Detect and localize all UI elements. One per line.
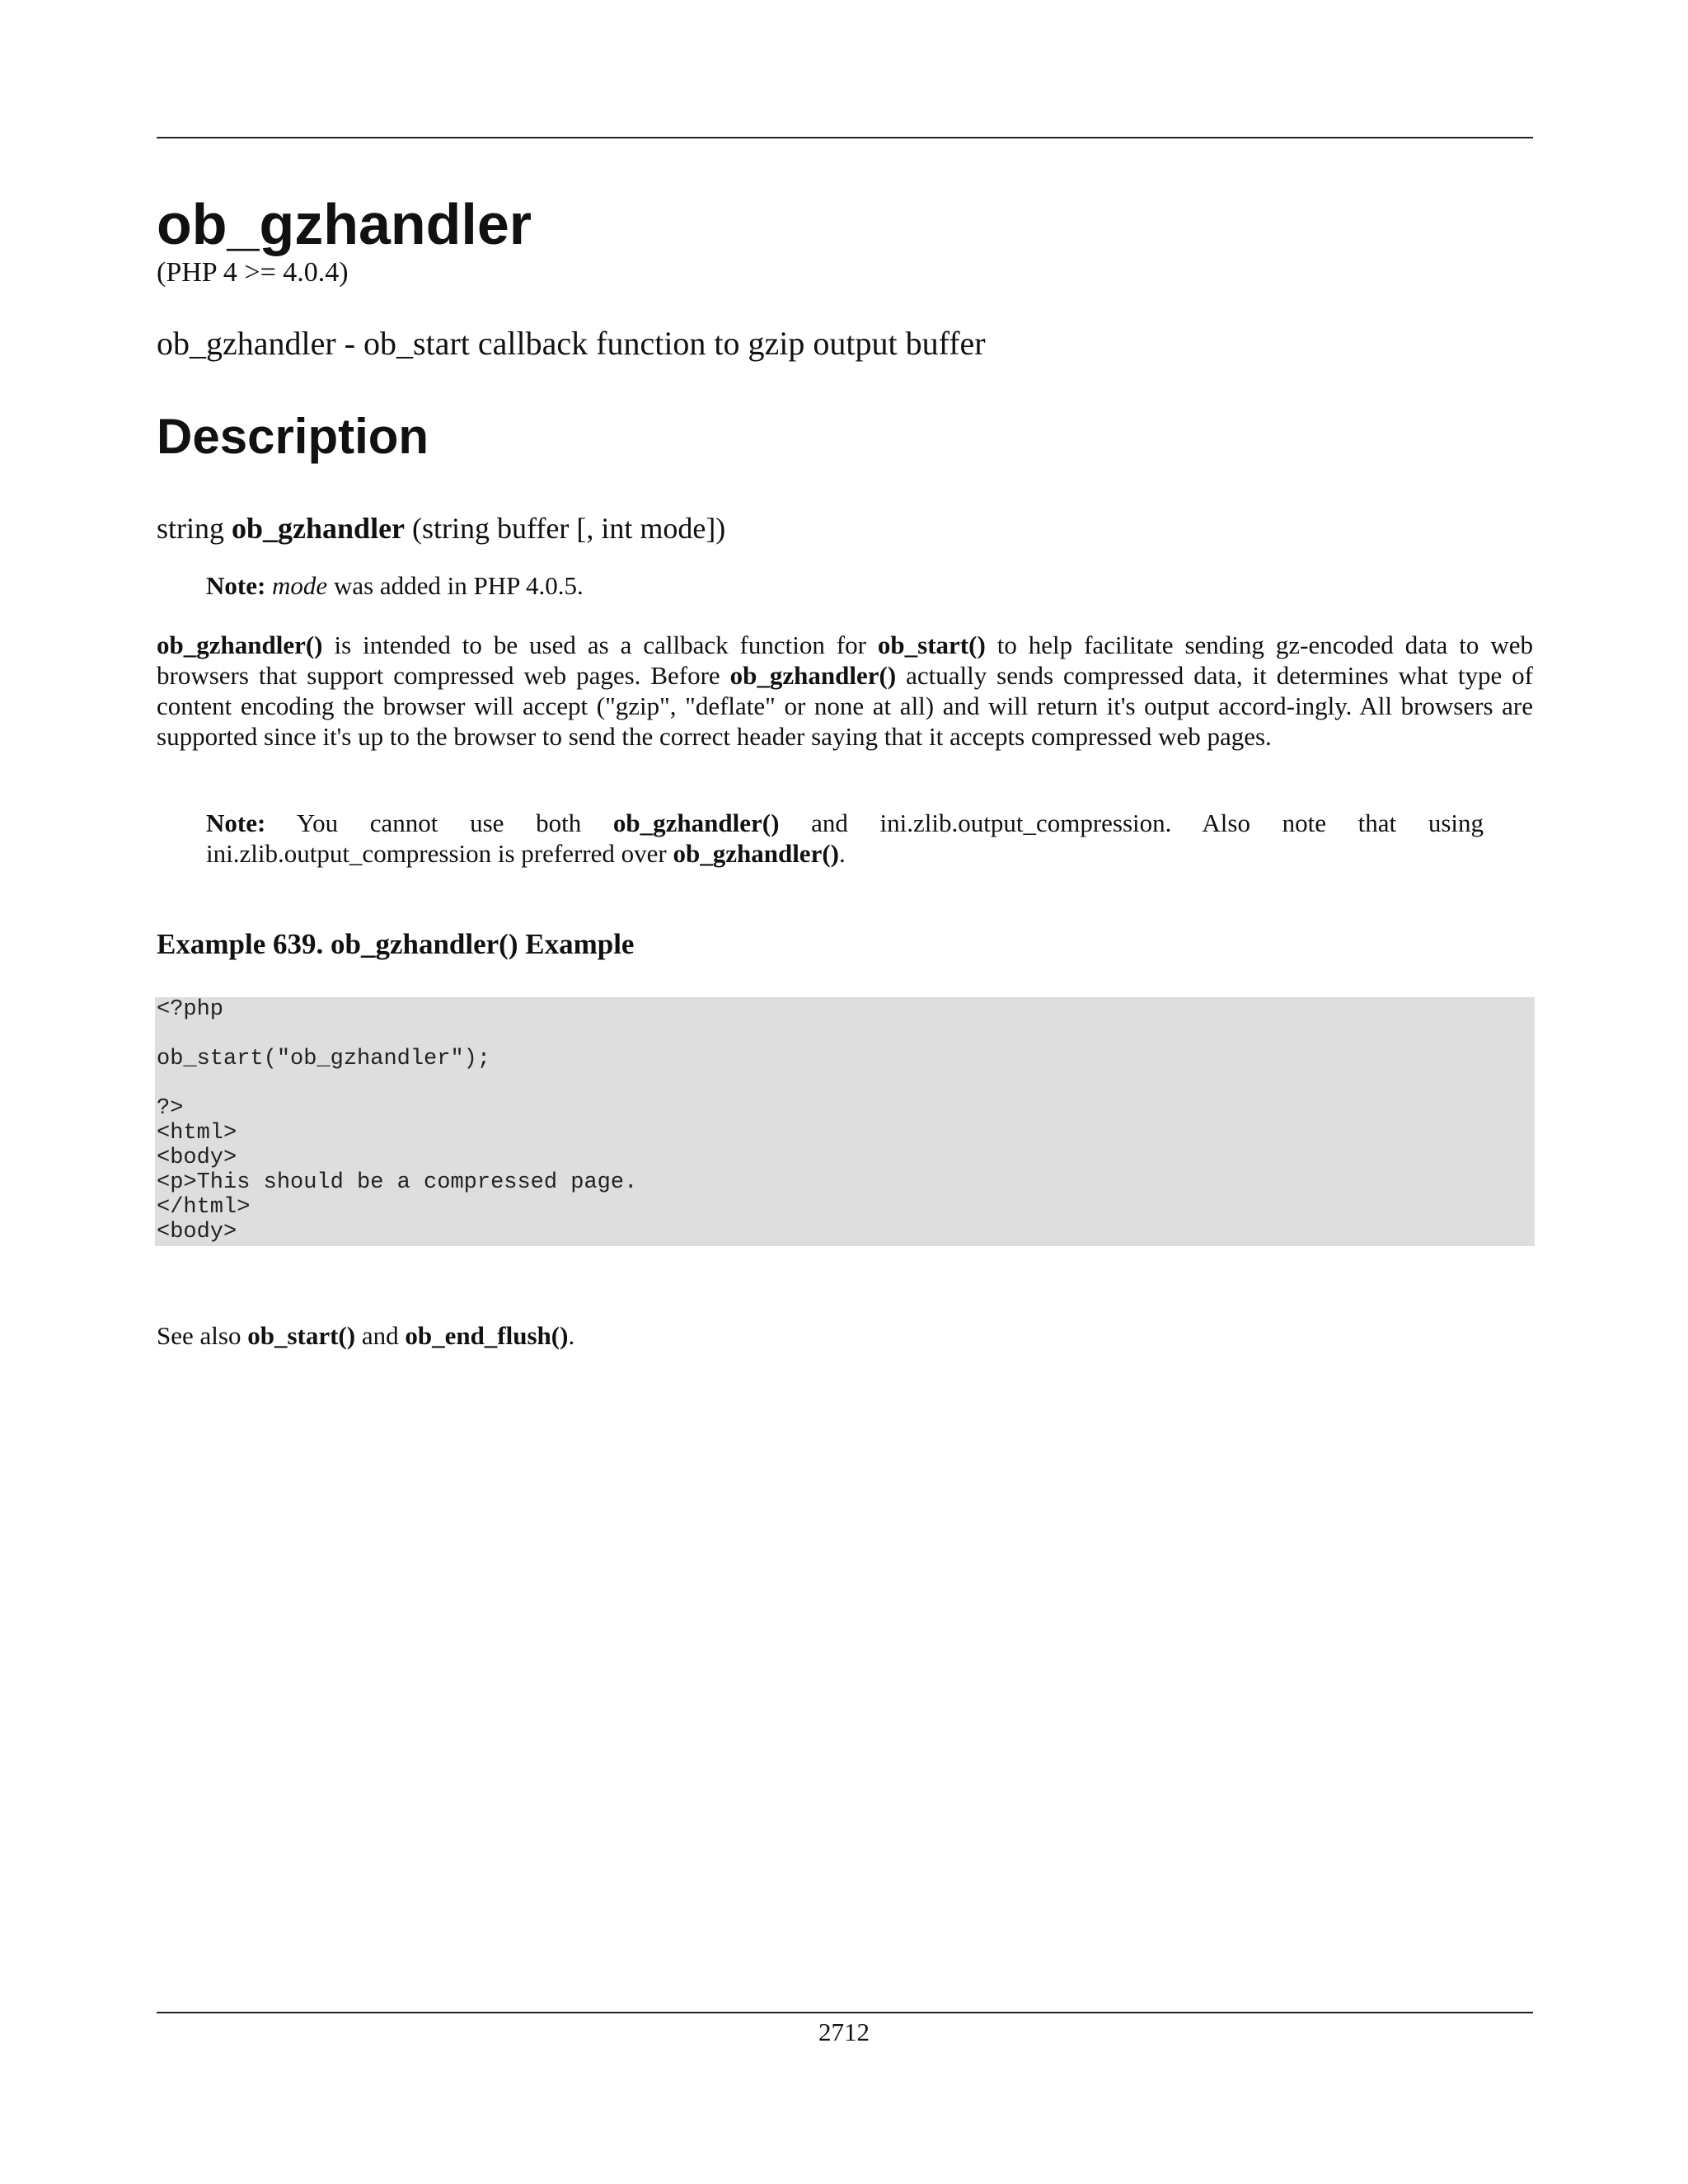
function-synopsis [157,509,725,547]
function-ref: ob_gzhandler() [157,630,323,659]
see-also-link-ob-start[interactable]: ob_start() [247,1321,356,1350]
function-ref: ob_gzhandler() [673,839,839,868]
page-title: ob_gzhandler [157,192,532,256]
version-info: (PHP 4 >= 4.0.4) [157,257,349,288]
see-also-suffix: . [568,1321,575,1350]
paragraph-text: is intended to be used as a callback function for [334,630,866,659]
note-label: Note: [206,571,266,600]
note-text: . [838,839,846,868]
synopsis-function-name: ob_gzhandler [232,512,406,545]
note-text: and ini.zlib.output_compression. Also note that using ini.zlib.output_compression is preferred over [206,808,1484,868]
see-also [157,1320,574,1352]
code-block [155,997,1535,1246]
note-label: Note: [206,808,266,837]
paragraph-text: to help facilitate sending gz-encoded data to web browsers that support compressed web pages. Before [157,630,1533,690]
function-purpose: ob_gzhandler - ob_start callback function to gzip output buffer [157,325,986,362]
code-listing: <?php ob_start("ob_gzhandler"); ?> <html> <body> <p>This should be a compressed page. </html> <body> [157,997,638,1244]
header-rule [157,137,1533,138]
section-heading-description: Description [157,409,429,464]
function-ref: ob_start() [877,630,986,659]
footer-rule [157,2012,1533,2013]
note-text: You cannot use both [296,808,582,837]
note-compression [206,808,1484,869]
paragraph-text: actually sends compressed data, it determines what type of content encoding the browser will accept ("gzip", "deflate" or none at all) and will return it's output accord-ingly. All browsers are supported since it's up to the browser to send the correct header saying that it accepts compressed web pages. [157,661,1533,751]
note-text: was added in PHP 4.0.5. [333,571,584,600]
synopsis-params: (string buffer [, int mode]) [412,512,726,545]
note-param: mode [272,571,328,600]
see-also-link-ob-end-flush[interactable]: ob_end_flush() [405,1321,569,1350]
synopsis-return-type: string [157,512,225,545]
see-also-prefix: See also [157,1321,241,1350]
see-also-conj: and [361,1321,399,1350]
function-ref: ob_gzhandler() [612,808,780,837]
page-number: 2712 [818,2018,870,2046]
function-ref: ob_gzhandler() [729,661,897,690]
note-mode-added [206,570,584,602]
example-title: Example 639. ob_gzhandler() Example [157,928,635,960]
description-paragraph [157,630,1533,752]
